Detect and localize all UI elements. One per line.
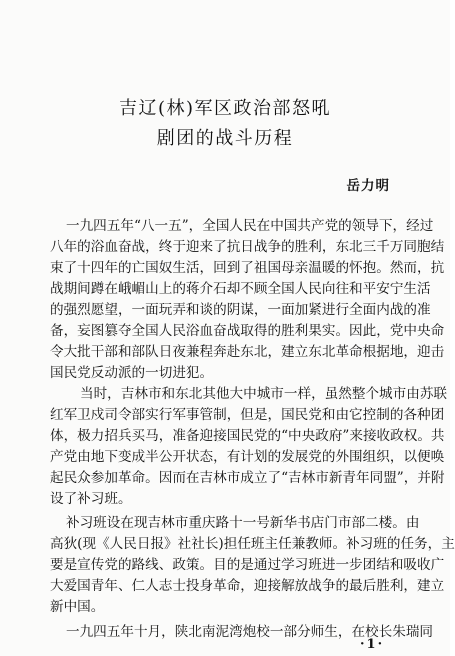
- body-line: 的强烈愿望，一面玩弄和谈的阴谋，一面加紧进行全面内战的准: [50, 302, 431, 318]
- body-line: 体，极力招兵买马，准备迎接国民党的“中央政府”来接收政权。共: [50, 428, 445, 444]
- body-line: 一九四五年“八一五”，全国人民在中国共产党的领导下，经过: [66, 218, 434, 234]
- body-line: 令大批干部和部队日夜兼程奔赴东北，建立东北革命根据地，迎击: [50, 344, 445, 360]
- body-line: 战期间蹲在峨嵋山上的蒋介石却不顾全国人民向往和平安宁生活: [50, 281, 431, 297]
- body-line: 大爱国青年、仁人志士投身革命，迎接解放战争的最后胜利，建立: [50, 578, 445, 594]
- body-line: 新中国。: [50, 599, 105, 615]
- body-line: 要是宣传党的路线、政策。目的是通过学习班进一步团结和吸收广: [50, 557, 445, 573]
- title-line-2: 剧团的战斗历程: [156, 128, 294, 149]
- body-line: 设了补习班。: [50, 491, 132, 507]
- body-line: 国民党反动派的一切进犯。: [50, 365, 214, 381]
- body-line: 高狄(现《人民日报》社社长)担任班主任兼教师。补习班的任务，主: [50, 536, 455, 552]
- title-line-1: 吉辽(林)军区政治部怒吼: [118, 98, 332, 119]
- body-line: 束了十四年的亡国奴生活，回到了祖国母亲温暖的怀抱。然而，抗: [50, 260, 445, 276]
- body-line: 补习班设在现吉林市重庆路十一号新华书店门市部二楼。由: [66, 515, 420, 531]
- author-name: 岳力明: [346, 178, 390, 194]
- body-line: 起民众参加革命。因而在吉林市成立了“吉林市新青年同盟”，并附: [50, 470, 445, 486]
- body-line: 红军卫戍司令部实行军事管制，但是，国民党和由它控制的各种团: [50, 407, 445, 423]
- body-line: 当时，吉林市和东北其他大中城市一样，虽然整个城市由苏联: [80, 386, 448, 402]
- body-line: 产党由地下变成半公开状态，有计划的发展党的外围组织，以便唤: [50, 449, 445, 465]
- body-line: 八年的浴血奋战，终于迎来了抗日战争的胜利，东北三千万同胞结: [50, 239, 445, 255]
- page-number: ·1·: [360, 637, 385, 652]
- body-line: 备，妄图篡夺全国人民浴血奋战取得的胜利果实。因此，党中央命: [50, 323, 445, 339]
- body-line: 一九四五年十月，陕北南泥湾炮校一部分师生，在校长朱瑞同: [66, 624, 434, 640]
